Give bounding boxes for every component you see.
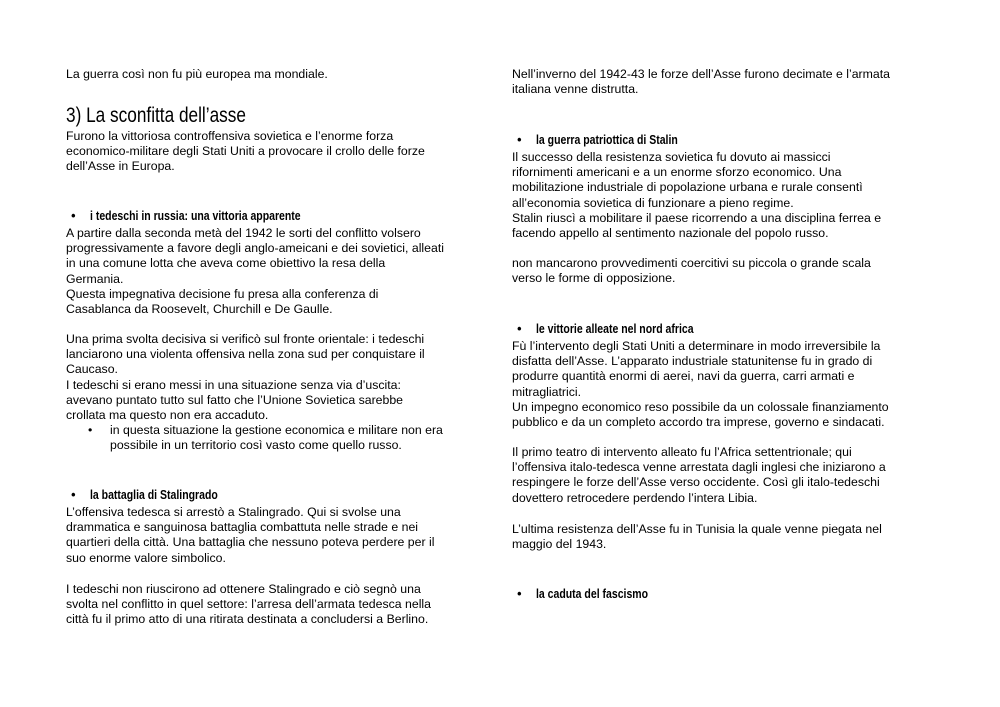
- bullet-heading-stalingrado: • la battaglia di Stalingrado: [90, 488, 218, 503]
- paragraph: L’offensiva tedesca si arrestò a Stalingrado. Qui si svolse una drammatica e sanguinosa battaglia combattuta nelle strade e nei quartieri della città. Una battaglia che nessuno poteva perdere per il suo enorme valore simbolico.: [66, 505, 435, 565]
- bullet-heading-russia: • i tedeschi in russia: una vittoria apparente: [90, 209, 301, 224]
- bullet-list-item: • in questa situazione la gestione economica e militare non era possibile in un territorio così vasto come quello russo.: [110, 423, 480, 453]
- paragraph: Fù l’intervento degli Stati Uniti a determinare in modo irreversibile la disfatta dell’Asse. L’apparato industriale statunitense fu in grado di produrre quantità enormi di aerei, navi da guerra, carri armati e mitragliatrici. Un impegno economico reso possibile da un colossale finanziamento pubblico e da un completo accordo tra imprese, governo e sindacati.: [512, 339, 889, 430]
- paragraph: A partire dalla seconda metà del 1942 le sorti del conflitto volsero progressivamente a favore degli anglo-ameicani e dei sovietici, alleati in una comune lotta che aveva come obiettivo la resa della Germania. Questa impegnativa decisione fu presa alla conferenza di Casablanca da Roosevelt, Churchill e De Gaulle.: [66, 226, 444, 317]
- paragraph: non mancarono provvedimenti coercitivi su piccola o grande scala verso le forme di opposizione.: [512, 256, 871, 286]
- paragraph: Il successo della resistenza sovietica fu dovuto ai massicci rifornimenti americani e a un enorme sforzo economico. Una mobilitazione industriale di popolazione urbana e rurale consentì all’economia sovietica di funzionare a pieno regime. Stalin riuscì a mobilitare il paese ricorrendo a una disciplina ferrea e facendo appello al sentimento nazionale del popolo russo.: [512, 150, 882, 241]
- paragraph: Nell’inverno del 1942-43 le forze dell’Asse furono decimate e l’armata italiana venne distrutta.: [512, 67, 890, 97]
- paragraph: Furono la vittoriosa controffensiva sovietica e l’enorme forza economico-militare degli Stati Uniti a provocare il crollo delle forze dell’Asse in Europa.: [66, 129, 425, 174]
- section-heading: 3) La sconfitta dell’asse: [66, 104, 246, 127]
- intro-paragraph: La guerra così non fu più europea ma mondiale.: [66, 67, 328, 81]
- paragraph: Il primo teatro di intervento alleato fu l’Africa settentrionale; qui l’offensiva italo-tedesca venne arrestata dagli inglesi che iniziarono a respingere le forze dell’Asse verso occidente. Così gli italo-tedeschi dovettero retrocedere perdendo l’intera Libia.: [512, 445, 886, 505]
- bullet-heading-fascismo: • la caduta del fascismo: [536, 587, 648, 602]
- bullet-heading-nord-africa: • le vittorie alleate nel nord africa: [536, 322, 694, 337]
- paragraph: Una prima svolta decisiva si verificò sul fronte orientale: i tedeschi lanciarono una violenta offensiva nella zona sud per conquistare il Caucaso. I tedeschi si erano messi in una situazione senza via d’uscita: avevano puntato tutto sul fatto che l’Unione Sovietica sarebbe crollata ma questo non era accaduto.: [66, 332, 425, 423]
- paragraph: L’ultima resistenza dell’Asse fu in Tunisia la quale venne piegata nel maggio del 1943.: [512, 522, 882, 552]
- bullet-heading-stalin: • la guerra patriottica di Stalin: [536, 133, 678, 148]
- paragraph: I tedeschi non riuscirono ad ottenere Stalingrado e ciò segnò una svolta nel conflitto in quel settore: l’arresa dell’armata tedesca nella città fu il primo atto di una ritirata destinata a concludersi a Berlino.: [66, 582, 432, 627]
